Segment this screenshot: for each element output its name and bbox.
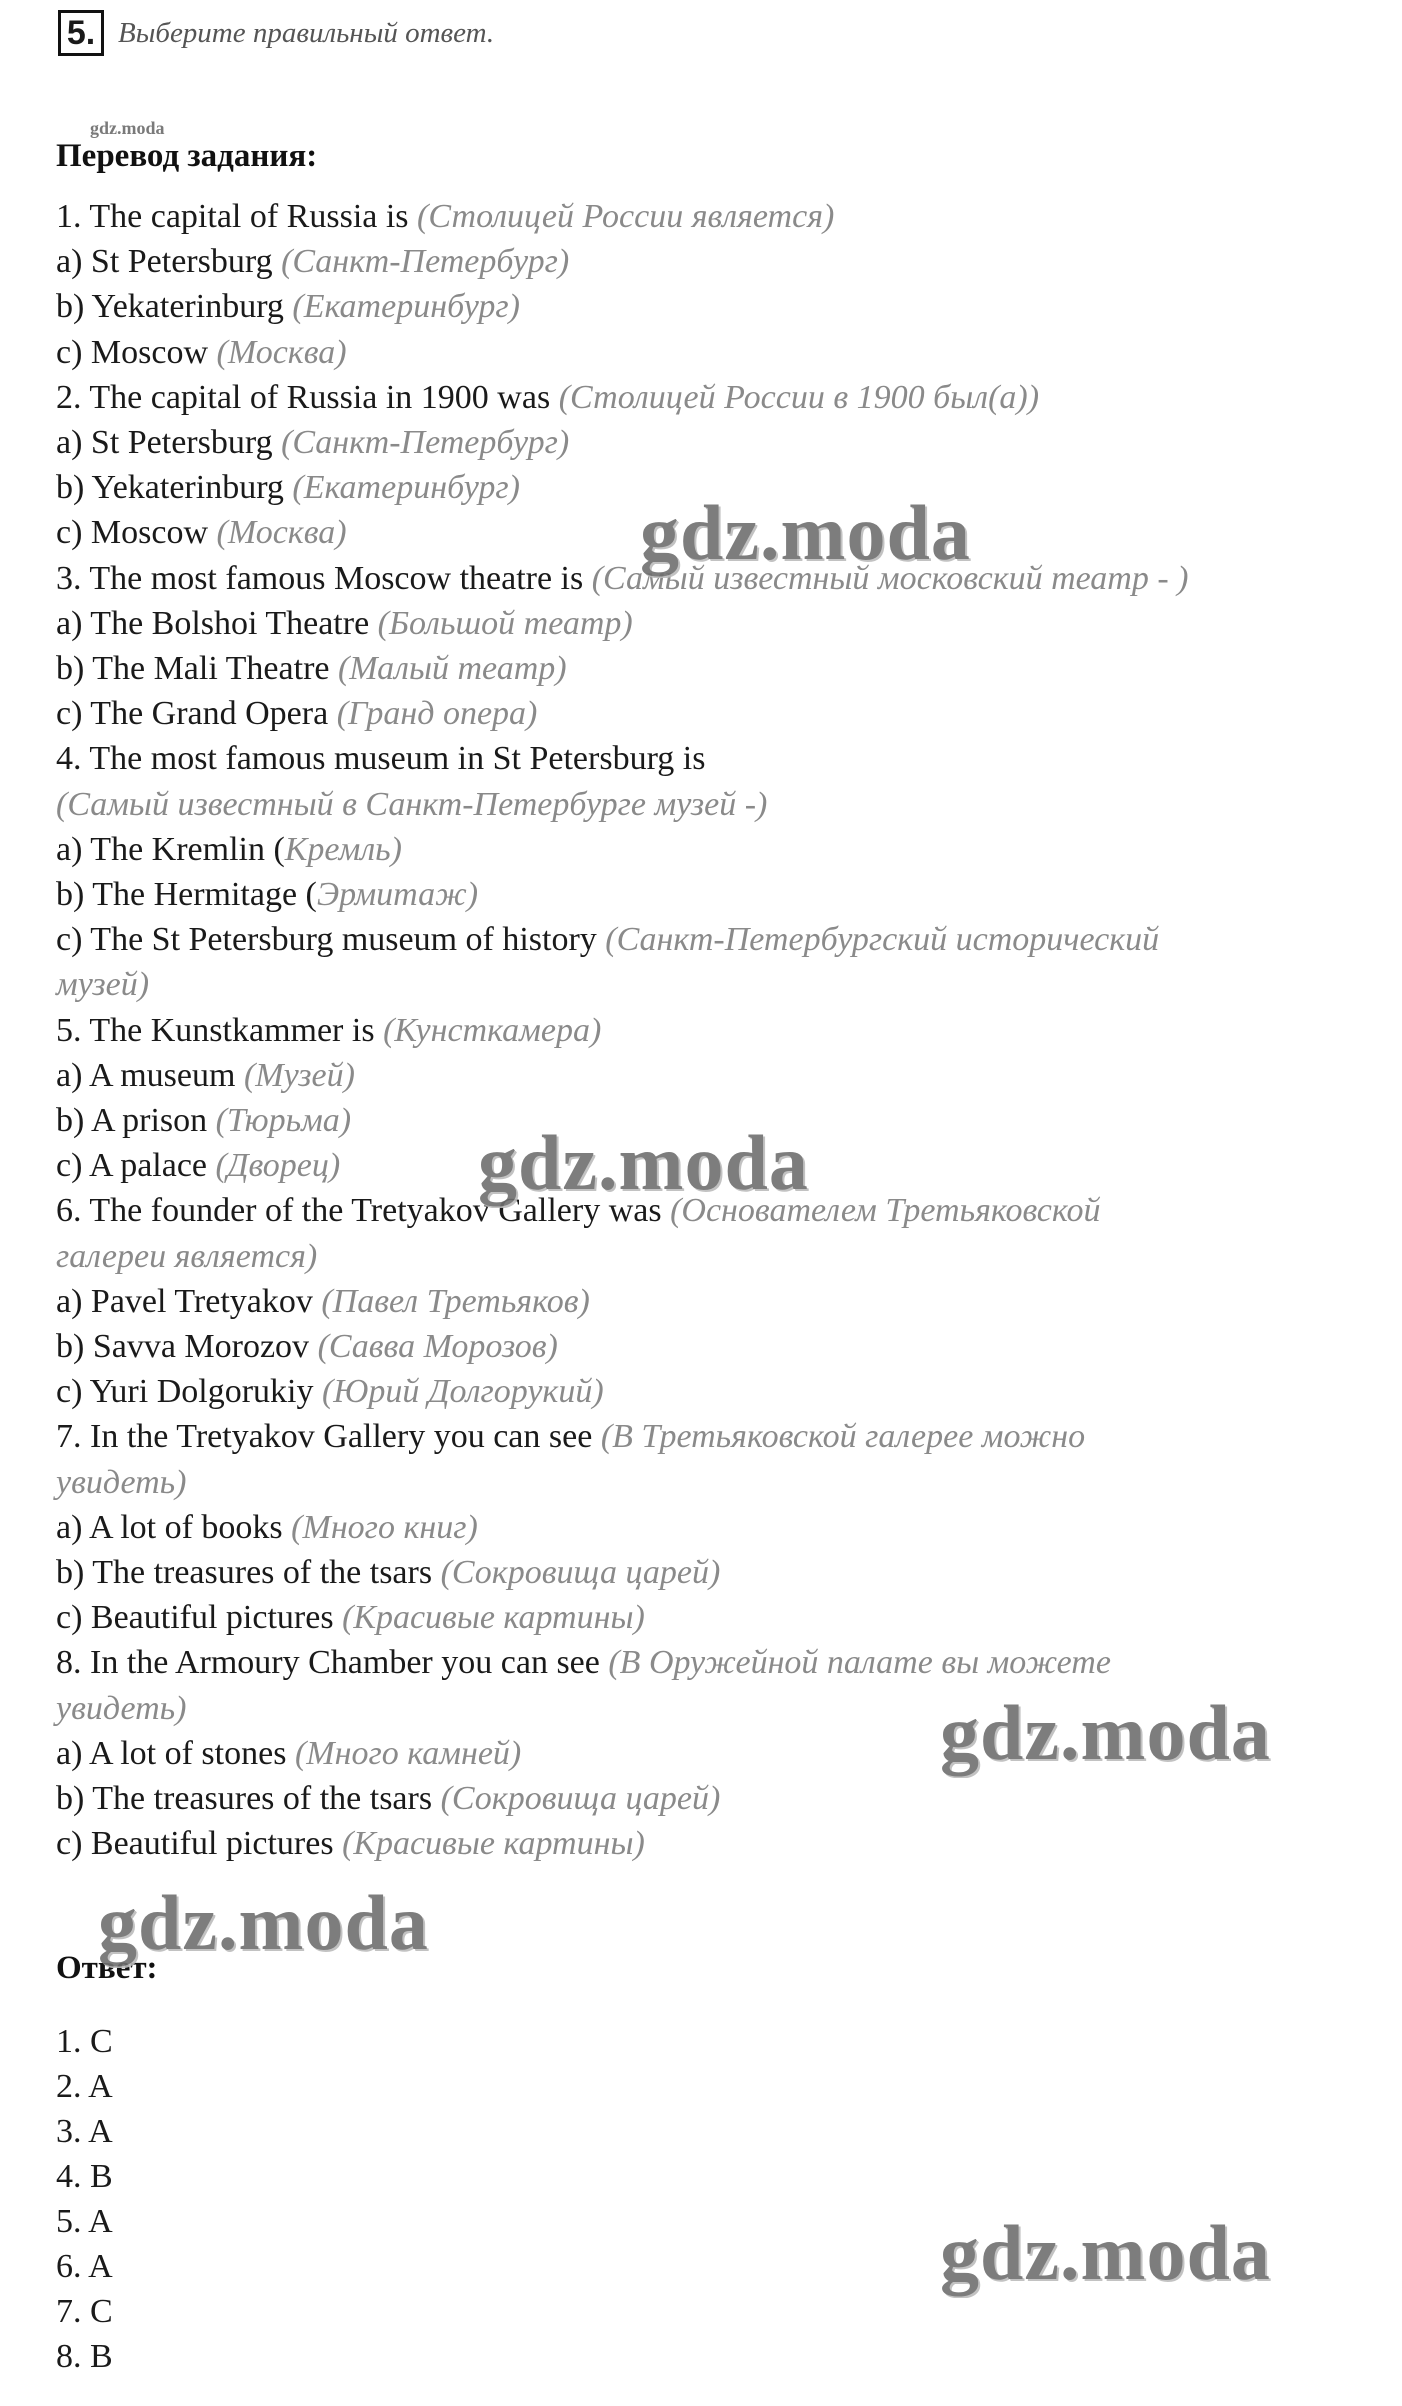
russian-translation: (Екатеринбург) bbox=[292, 469, 520, 507]
english-text: b) The treasures of the tsars bbox=[56, 1780, 441, 1817]
english-text: c) Moscow bbox=[56, 514, 217, 552]
text-line bbox=[56, 1102, 351, 1140]
text-line bbox=[56, 1509, 478, 1547]
text-line bbox=[56, 650, 567, 688]
task-number: 5. bbox=[58, 10, 104, 56]
russian-translation: (Савва Морозов) bbox=[317, 1328, 558, 1365]
answer-item: 3. A bbox=[56, 2113, 113, 2150]
answer-item: 5. A bbox=[56, 2203, 113, 2240]
text-line bbox=[56, 560, 1189, 598]
text-line bbox=[56, 966, 149, 1004]
english-text: 2. The capital of Russia in 1900 was bbox=[56, 378, 559, 416]
russian-translation: (Много книг) bbox=[291, 1508, 478, 1546]
english-text: c) The Grand Opera bbox=[56, 695, 337, 733]
text-line bbox=[56, 1283, 590, 1321]
russian-translation: (Основателем Третьяковской bbox=[670, 1192, 1101, 1230]
russian-translation: (Юрий Долгорукий) bbox=[321, 1373, 604, 1411]
answer-item: 6. A bbox=[56, 2248, 113, 2285]
english-text: b) Yekaterinburg bbox=[56, 469, 293, 507]
english-text: a) A lot of books bbox=[56, 1508, 292, 1546]
russian-translation: (Тюрьма) bbox=[215, 1102, 352, 1139]
text-line bbox=[56, 379, 1039, 417]
english-text: b) The Hermitage ( bbox=[56, 876, 317, 913]
text-line bbox=[56, 605, 633, 643]
russian-translation: музей) bbox=[56, 966, 150, 1004]
english-text: b) A prison bbox=[56, 1102, 216, 1139]
watermark: gdz.moda bbox=[478, 1119, 809, 1206]
text-line bbox=[56, 514, 347, 552]
text-line bbox=[56, 1238, 317, 1276]
text-line bbox=[56, 1328, 558, 1366]
russian-translation: (Малый театр) bbox=[337, 650, 567, 687]
answer-item: 7. C bbox=[56, 2293, 113, 2330]
russian-translation: (В Оружейной палате вы можете bbox=[608, 1644, 1111, 1682]
russian-translation: (Москва) bbox=[216, 333, 347, 371]
english-text: b) Savva Morozov bbox=[56, 1328, 318, 1365]
russian-translation: (Столицей России в 1900 был(а)) bbox=[558, 378, 1040, 416]
task-header bbox=[58, 10, 494, 56]
english-text: 6. The founder of the Tretyakov Gallery was bbox=[56, 1192, 671, 1230]
english-text: a) The Kremlin ( bbox=[56, 830, 285, 868]
russian-translation: (Москва) bbox=[216, 514, 347, 552]
text-line bbox=[56, 198, 834, 236]
translation-heading: Перевод задания: bbox=[56, 138, 318, 174]
text-line bbox=[56, 876, 478, 914]
russian-translation: (Красивые картины) bbox=[342, 1599, 645, 1637]
text-line bbox=[56, 695, 537, 733]
russian-translation: (Красивые картины) bbox=[342, 1825, 645, 1863]
english-text: a) A lot of stones bbox=[56, 1734, 295, 1772]
english-text: a) A museum bbox=[56, 1056, 244, 1094]
russian-translation: (Санкт-Петербург) bbox=[281, 243, 570, 281]
russian-translation: (Павел Третьяков) bbox=[321, 1282, 590, 1320]
text-line bbox=[56, 831, 402, 869]
russian-translation: увидеть) bbox=[56, 1689, 187, 1727]
russian-translation: (Сокровища царей) bbox=[440, 1780, 721, 1817]
text-line bbox=[56, 740, 705, 778]
text-line bbox=[56, 1418, 1085, 1456]
russian-translation: (Санкт-Петербургский исторический bbox=[605, 921, 1160, 959]
english-text: a) Pavel Tretyakov bbox=[56, 1282, 322, 1320]
english-text: c) The St Petersburg museum of history bbox=[56, 921, 606, 959]
russian-translation: Кремль) bbox=[284, 830, 402, 868]
english-text: 5. The Kunstkammer is bbox=[56, 1011, 384, 1049]
english-text: b) The treasures of the tsars bbox=[56, 1554, 441, 1591]
russian-translation: (Дворец) bbox=[215, 1147, 341, 1185]
watermark: gdz.moda bbox=[940, 2209, 1271, 2296]
text-line bbox=[56, 1373, 604, 1411]
watermark: gdz.moda bbox=[640, 489, 971, 576]
text-line bbox=[56, 1554, 720, 1592]
text-line bbox=[56, 469, 520, 507]
text-line bbox=[56, 334, 347, 372]
russian-translation: (Самый известный в Санкт-Петербурге музей -) bbox=[56, 785, 768, 823]
text-line bbox=[56, 1780, 720, 1818]
english-text: c) Beautiful pictures bbox=[56, 1599, 343, 1637]
text-line bbox=[56, 243, 569, 281]
english-text: c) Moscow bbox=[56, 333, 217, 371]
english-text: c) A palace bbox=[56, 1147, 216, 1185]
english-text: a) The Bolshoi Theatre bbox=[56, 604, 378, 642]
text-line bbox=[56, 786, 767, 824]
russian-translation: (Самый известный московский театр - ) bbox=[591, 559, 1189, 597]
russian-translation: (Музей) bbox=[243, 1056, 355, 1094]
watermark: gdz.moda bbox=[940, 1689, 1271, 1776]
text-line bbox=[56, 1599, 645, 1637]
watermark-small: gdz.moda bbox=[90, 118, 165, 138]
english-text: a) St Petersburg bbox=[56, 243, 282, 281]
text-line bbox=[56, 288, 520, 326]
russian-translation: Эрмитаж) bbox=[316, 876, 479, 913]
english-text: c) Beautiful pictures bbox=[56, 1825, 343, 1863]
text-line bbox=[56, 1464, 186, 1502]
answer-heading: Ответ: bbox=[56, 1950, 158, 1986]
english-text: 8. In the Armoury Chamber you can see bbox=[56, 1644, 609, 1682]
russian-translation: (Много камней) bbox=[294, 1734, 522, 1772]
english-text: a) St Petersburg bbox=[56, 424, 282, 461]
text-line bbox=[56, 1057, 355, 1095]
text-line bbox=[56, 424, 569, 462]
answer-item: 8. B bbox=[56, 2338, 113, 2375]
russian-translation: (Сокровища царей) bbox=[440, 1554, 721, 1591]
english-text: 1. The capital of Russia is bbox=[56, 198, 418, 235]
english-text: b) Yekaterinburg bbox=[56, 288, 293, 326]
russian-translation: (Большой театр) bbox=[377, 604, 633, 642]
english-text: 7. In the Tretyakov Gallery you can see bbox=[56, 1418, 601, 1456]
english-text: 4. The most famous museum in St Petersburg is bbox=[56, 740, 706, 778]
task-instruction: Выберите правильный ответ. bbox=[118, 16, 495, 49]
text-line bbox=[56, 921, 1159, 959]
english-text: 3. The most famous Moscow theatre is bbox=[56, 559, 592, 597]
text-line bbox=[56, 1644, 1111, 1682]
russian-translation: (Столицей России является) bbox=[417, 198, 835, 235]
russian-translation: (Санкт-Петербург) bbox=[281, 424, 570, 461]
text-line bbox=[56, 1825, 645, 1863]
answer-item: 4. B bbox=[56, 2158, 113, 2195]
russian-translation: галереи является) bbox=[56, 1237, 318, 1275]
russian-translation: (Екатеринбург) bbox=[292, 288, 520, 326]
russian-translation: (Кунсткамера) bbox=[383, 1011, 602, 1049]
english-text: b) The Mali Theatre bbox=[56, 650, 338, 687]
russian-translation: увидеть) bbox=[56, 1463, 187, 1501]
text-line bbox=[56, 1012, 601, 1050]
answer-item: 1. C bbox=[56, 2023, 113, 2060]
russian-translation: (Гранд опера) bbox=[336, 695, 538, 733]
answer-item: 2. A bbox=[56, 2068, 113, 2105]
text-line bbox=[56, 1735, 521, 1773]
english-text: c) Yuri Dolgorukiy bbox=[56, 1373, 322, 1411]
text-line bbox=[56, 1690, 186, 1728]
watermark: gdz.moda bbox=[98, 1879, 429, 1966]
text-line bbox=[56, 1147, 340, 1185]
russian-translation: (В Третьяковской галерее можно bbox=[600, 1418, 1086, 1456]
